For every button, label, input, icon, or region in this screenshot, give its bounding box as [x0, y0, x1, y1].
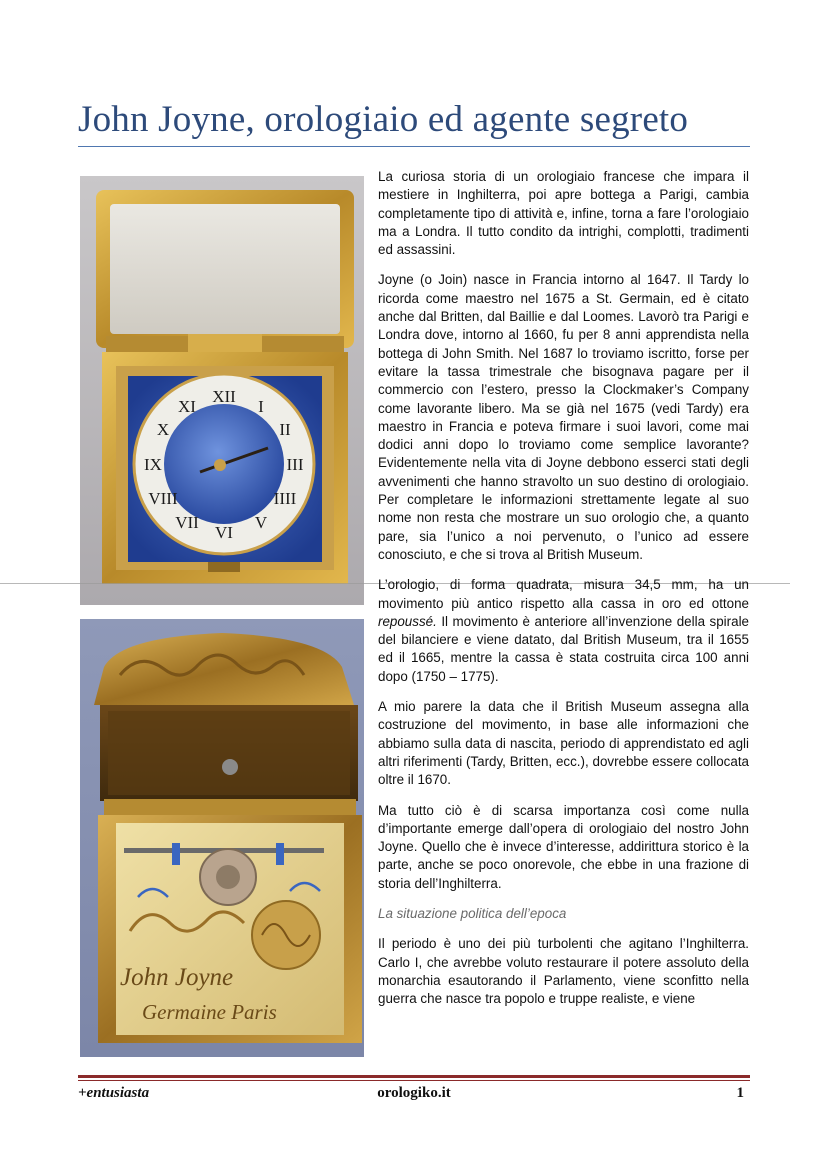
- paragraph-3-a: L’orologio, di forma quadrata, misura 34,5 mm, ha un movimento più antico rispetto alla cassa in oro ed ottone: [378, 577, 749, 611]
- numeral-vi: VI: [215, 523, 233, 542]
- footer-rule-thick: [78, 1075, 750, 1078]
- numeral-x: X: [156, 420, 170, 439]
- footer-left-text: +entusiasta: [78, 1085, 150, 1101]
- footer-site-name: orologiko.it: [377, 1085, 451, 1101]
- section-subheading: La situazione politica dell’epoca: [378, 905, 567, 921]
- article-body: [378, 168, 749, 1020]
- engraving-maker-name: John Joyne: [120, 964, 234, 991]
- numeral-vii: VII: [175, 513, 199, 532]
- title-underline: [78, 146, 750, 147]
- paragraph-3-b: Il movimento è anteriore all’invenzione della spirale del bilanciere e viene datato, dal British Museum, tra il 1655 ed il 1665, mentre la cassa è stata costruita circa 100 anni dopo (1750 – 1775).: [378, 613, 749, 684]
- paragraph-5: Ma tutto ciò è di scarsa importanza così come nulla d’importante emerge dall’opera di orologiaio del nostro John Joyne. Quello che è invece d’interesse, addirittura storico è la parte, anche se poco onorevole, che ebbe in una frazione di storia dell’Inghilterra.: [378, 802, 749, 891]
- paragraph-3-emphasis: repoussé.: [378, 613, 437, 629]
- numeral-iii: III: [286, 455, 304, 474]
- photo-watch-face: [80, 176, 364, 605]
- paragraph-4: A mio parere la data che il British Museum assegna alla costruzione del movimento, in base alle informazioni che abbiamo sulla data di nascita, periodo di apprendistato ed agli altri riferimenti (Tardy, Britten, ecc.), dovrebbe essere collocata oltre il 1670.: [378, 699, 749, 788]
- numeral-i: I: [258, 397, 264, 416]
- page-number: 1: [736, 1085, 744, 1101]
- paragraph-1: La curiosa storia di un orologiaio francese che impara il mestiere in Inghilterra, poi apre bottega a Parigi, cambia completamente tipo di attività e, infine, torna a fare l’orologiaio ma a Londra. Il tutto condito da intrighi, complotti, tradimenti ed assassini.: [378, 169, 749, 258]
- numeral-ix: IX: [144, 455, 162, 474]
- numeral-xi: XI: [178, 397, 196, 416]
- numeral-iiii: IIII: [273, 489, 297, 508]
- numeral-ii: II: [279, 420, 291, 439]
- paragraph-2: Joyne (o Join) nasce in Francia intorno al 1647. Il Tardy lo ricorda come maestro nel 1675 a St. Germain, ed è citato anche dal Britten, dal Baillie e dal Loomes. Lavorò tra Parigi e Londra dove, intorno al 1660, fu per 8 anni apprendista nella bottega di John Smith. Nel 1687 lo troviamo iscritto, forse per evitare la tassa trimestrale che bisognava pagare per il commercio con l’estero, presso la Clockmaker’s Company come lavorante libero. Ma se già nel 1675 (vedi Tardy) era maestro in Francia e poteva firmare i suoi lavori, come mai dodici anni dopo lo troviamo come semplice lavorante? Evidentemente nella vita di Joyne debbono esserci stati degli avvenimenti che hanno stravolto un suo destino di orologiaio. Per completare le informazioni strettamente legate al suo nome non resta che mostrare un suo orologio che, a quanto pare, sia l’unico a noi pervenuto, o l’unico ad essere conosciuto, e che si trova al British Museum.: [378, 272, 749, 562]
- footer-rule-thin: [78, 1080, 750, 1081]
- numeral-v: V: [254, 513, 268, 532]
- photo-watch-movement: [80, 619, 364, 1057]
- page-footer: [78, 1085, 750, 1105]
- paragraph-3: [378, 576, 749, 686]
- numeral-xii: XII: [212, 387, 236, 406]
- engraving-location: Germaine Paris: [142, 1000, 277, 1024]
- page-title: John Joyne, orologiaio ed agente segreto: [78, 99, 689, 140]
- numeral-viii: VIII: [148, 489, 178, 508]
- paragraph-6: Il periodo è uno dei più turbolenti che agitano l’Inghilterra. Carlo I, che avrebbe voluto restaurare il potere assoluto della monarchia esautorando il Parlamento, viene sconfitto nella guerra che nasce tra popolo e truppe realiste, e viene: [378, 936, 749, 1007]
